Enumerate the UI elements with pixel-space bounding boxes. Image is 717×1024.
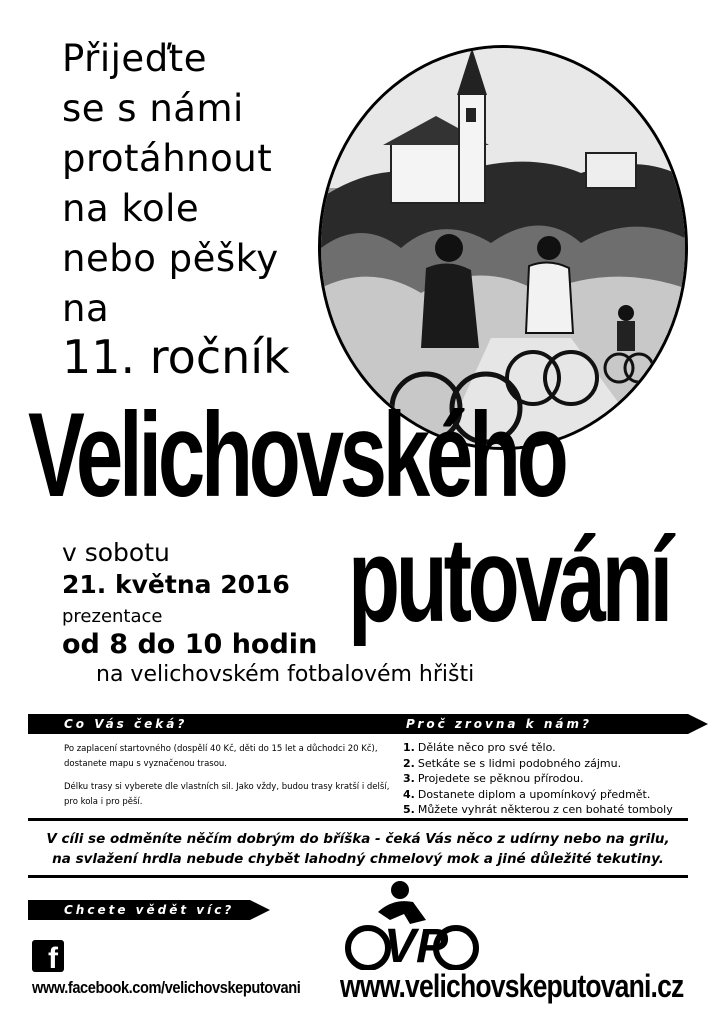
list-item: 3. Projedete se pěknou přírodou. [403, 772, 584, 785]
intro-line: na [62, 287, 110, 330]
intro-line: protáhnout [62, 137, 273, 180]
event-title-line2: putování [348, 513, 669, 647]
why-us-heading: Proč zrovna k nám? [406, 717, 592, 731]
logo-text: VP [384, 920, 449, 970]
what-awaits-paragraph: Po zaplacení startovného (dospělí 40 Kč, děti do 15 let a důchodci 20 Kč), dostanete mapu s vyznačenou trasou. [64, 744, 378, 769]
registration-label: prezentace [62, 606, 163, 627]
what-awaits-heading: Co Vás čeká? [64, 717, 188, 731]
intro-line: na kole [62, 187, 200, 230]
facebook-icon[interactable]: f [32, 940, 64, 972]
list-item: 5. Můžete vyhrát některou z cen bohaté tomboly [403, 803, 673, 816]
bar-arrow-icon [688, 714, 708, 734]
finish-info [28, 818, 688, 878]
finish-line: na svlažení hrdla nebude chybět lahodný chmelový mok a jiné důležité tekutiny. [52, 851, 664, 867]
intro-line: se s námi [62, 87, 244, 130]
bar-arrow-icon [250, 900, 270, 920]
list-item: 1. Děláte něco pro své tělo. [403, 741, 556, 754]
event-title-line1: Velichovského [28, 388, 565, 522]
more-info-heading-bar [28, 900, 250, 920]
finish-line: V cíli se odměníte něčím dobrým do bříška - čeká Vás něco z udírny nebo na grilu, [46, 831, 670, 847]
registration-hours: od 8 do 10 hodin [62, 629, 318, 660]
what-awaits-text [64, 742, 394, 818]
date-prefix: v sobotu [62, 538, 170, 567]
what-awaits-paragraph: Délku trasy si vyberete dle vlastních sil. Jako vždy, budou trasy kratší i delší, pro kola i pro pěší. [64, 782, 390, 807]
why-us-heading-bar [370, 714, 688, 734]
date-block [62, 538, 474, 690]
intro-text [62, 34, 279, 334]
what-awaits-heading-bar [28, 714, 380, 734]
edition-label: 11. ročník [62, 330, 290, 384]
cyclist-logo-icon [338, 880, 488, 970]
list-item: 2. Setkáte se s lidmi podobného zájmu. [403, 756, 622, 770]
facebook-link[interactable]: www.facebook.com/velichovskeputovani [32, 978, 301, 997]
why-us-list [403, 740, 703, 818]
intro-line: nebo pěšky [62, 237, 279, 280]
website-link[interactable]: www.velichovskeputovani.cz [340, 968, 684, 1004]
event-place: na velichovském fotbalovém hřišti [96, 662, 475, 687]
more-info-heading: Chcete vědět víc? [64, 903, 235, 917]
event-date: 21. května 2016 [62, 570, 290, 599]
list-item: 4. Dostanete diplom a upomínkový předmět. [403, 787, 651, 801]
intro-line: Přijeďte [62, 37, 207, 80]
